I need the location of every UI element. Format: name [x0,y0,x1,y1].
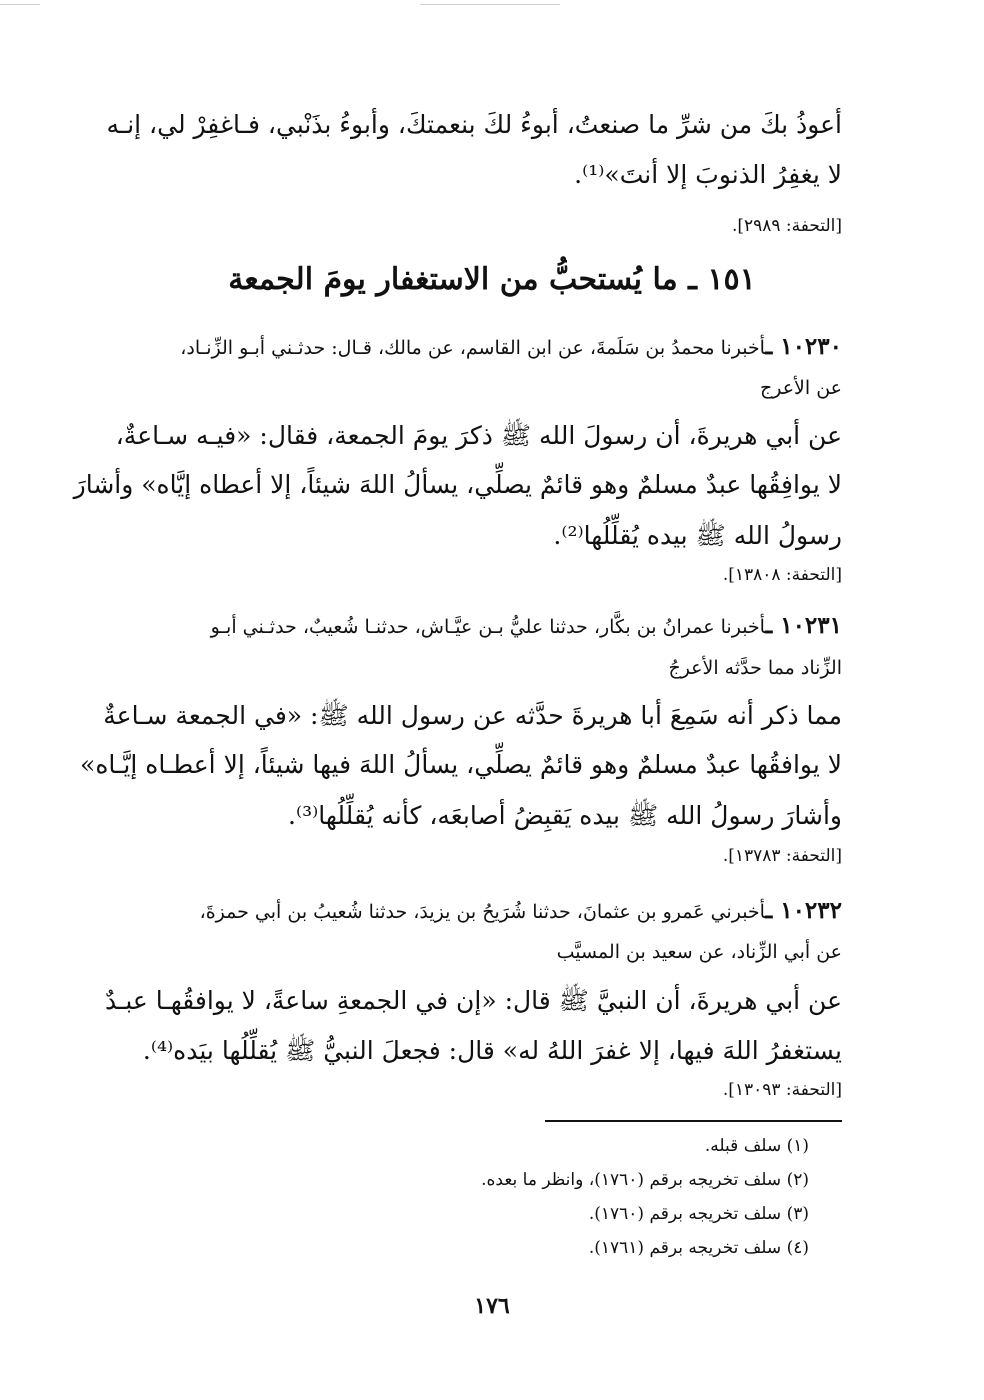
matn-line: وأشارَ رسولُ الله ﷺ بيده يَقبِضُ أصابعَه، كأنه يُقلِّلُها⁽³⁾. [288,801,842,830]
chapter-heading: ١٥١ ـ ما يُستحبُّ من الاستغفار يومَ الجمعة [228,262,756,297]
isnad-text: أخبرني عَمرو بن عثمانَ، حدثنا شُرَيحُ بن يزيدَ، حدثنا شُعيبُ بن أبي حمزةَ، [199,901,766,923]
tuhfa-reference: [التحفة: ٢٩٨٩]. [731,216,842,236]
footnote: (٢) سلف تخريجه برقم (١٧٦٠)، وانظر ما بعده. [481,1170,809,1190]
footnote-separator [545,1120,842,1122]
tuhfa-reference: [التحفة: ١٣٧٨٣]. [722,846,842,866]
matn-line: عن أبي هريرةَ، أن رسولَ الله ﷺ ذكرَ يومَ الجمعة، فقال: «فيـه سـاعةٌ، [115,421,842,450]
scan-edge-mark [420,4,560,5]
isnad-text: أخبرنا عمرانُ بن بكَّار، حدثنا عليُّ بـن عيَّـاش، حدثنـا شُعيبٌ، حدثـني أبـو [210,616,766,638]
matn-line: مما ذكر أنه سَمِعَ أبا هريرةَ حدَّثه عن رسول الله ﷺ: «في الجمعة سـاعةٌ [103,701,842,730]
footnote: (٣) سلف تخريجه برقم (١٧٦٠). [588,1204,809,1224]
tuhfa-reference: [التحفة: ١٣٠٩٣]. [722,1080,842,1100]
text-line: لا يغفِرُ الذنوبَ إلا أنتَ»⁽¹⁾. [574,160,842,189]
matn-line: لا يوافقُها عبدٌ مسلمٌ وهو قائمٌ يصلِّي، يسألُ اللهَ فيها شيئاً، إلا أعطـاه إيَّـاه» [80,750,842,779]
text-line: أعوذُ بكَ من شرِّ ما صنعتُ، أبوءُ لكَ بنعمتكَ، وأبوءُ بذَنْبي، فـاغفِرْ لي، إنـه [106,110,842,139]
isnad-line: الزِّناد مما حدَّثه الأعرجُ [668,657,842,679]
page-number: ١٧٦ [474,1293,510,1319]
scan-edge-mark [0,4,40,5]
hadith-number: ١٠٢٣٠ ـ [765,333,842,360]
hadith-number: ١٠٢٣١ ـ [765,612,842,639]
matn-line: عن أبي هريرةَ، أن النبيَّ ﷺ قال: «إن في الجمعةِ ساعةً، لا يوافقُهـا عبـدٌ [104,986,842,1015]
footnote: (٤) سلف تخريجه برقم (١٧٦١). [588,1238,809,1258]
footnote: (١) سلف قبله. [704,1136,809,1156]
isnad-line: عن الأعرج [759,377,842,399]
matn-line: يستغفرُ اللهَ فيها، إلا غفرَ اللهُ له» قال: فجعلَ النبيُّ ﷺ يُقلِّلُها بيَده⁽⁴⁾. [142,1036,842,1065]
matn-line: لا يوافِقُها عبدٌ مسلمٌ وهو قائمٌ يصلِّي، يسألُ اللهَ شيئاً، إلا أعطاه إيَّاه» وأشارَ [73,470,842,499]
matn-line: رسولُ الله ﷺ بيده يُقلِّلُها⁽²⁾. [553,521,842,550]
isnad-text: أخبرنا محمدُ بن سَلَمةَ، عن ابن القاسم، عن مالك، قـال: حدثـني أبـو الزِّنـاد، [180,337,766,359]
hadith-number: ١٠٢٣٢ ـ [765,897,842,924]
isnad-line [211,612,842,639]
isnad-line [200,897,842,924]
tuhfa-reference: [التحفة: ١٣٨٠٨]. [722,565,842,585]
isnad-line: عن أبي الزِّناد، عن سعيد بن المسيَّب [556,941,842,963]
isnad-line [180,333,842,360]
